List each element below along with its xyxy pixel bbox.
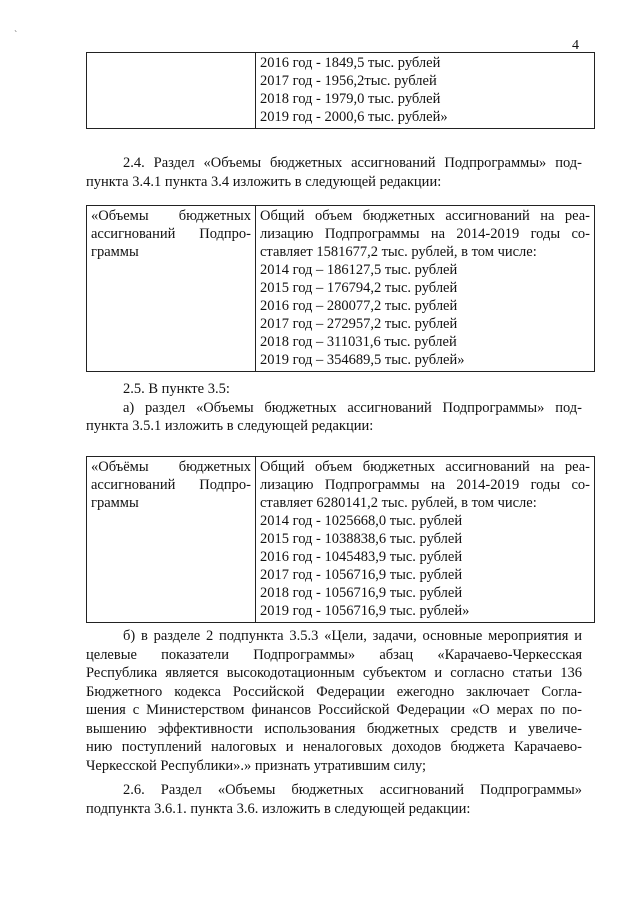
paragraph-line: а) раздел «Объемы бюджетных ассигнований Подпрограммы» под- (123, 399, 582, 416)
paragraph-line: 2.4. Раздел «Объемы бюджетных ассигнований Подпрограммы» под- (123, 155, 582, 171)
cell-line: ассигнований Подпро- (91, 477, 251, 493)
paragraph-b (86, 627, 582, 775)
year-line: 2019 год - 2000,6 тыс. рублей» (260, 109, 448, 125)
year-line: 2018 год – 311031,6 тыс. рублей (260, 334, 457, 350)
cell-line: Общий объем бюджетных ассигнований на реа- (260, 208, 590, 224)
year-line: 2018 год - 1979,0 тыс. рублей (260, 91, 441, 107)
year-line: 2014 год - 1025668,0 тыс. рублей (260, 513, 463, 529)
table-right-cell (256, 206, 595, 372)
paragraph-line: шения с Министерством финансов Российской Федерации «О мерах по по- (86, 702, 582, 718)
table-right-cell (256, 457, 595, 623)
cell-line: ставляет 1581677,2 тыс. рублей, в том числе: (260, 244, 537, 260)
paragraph-line: подпункта 3.6.1. пункта 3.6. изложить в следующей редакции: (86, 800, 471, 817)
page-number: 4 (572, 38, 579, 53)
paragraph-line: Черкесской Республики».» признать утратившим силу; (86, 757, 427, 774)
year-line: 2017 год – 272957,2 тыс. рублей (260, 316, 458, 332)
table-left-cell (87, 457, 256, 623)
year-line: 2019 год - 1056716,9 тыс. рублей» (260, 603, 470, 619)
paragraph-line: Республика является высокодотационным субъектом и согласно статьи 136 (86, 665, 582, 681)
cell-line: ставляет 6280141,2 тыс. рублей, в том числе: (260, 495, 537, 511)
table-left-cell (87, 206, 256, 372)
paragraph-line: б) в разделе 2 подпункта 3.5.3 «Цели, задачи, основные мероприятия и (123, 628, 582, 644)
cell-line: лизацию Подпрограммы на 2014-2019 годы со- (260, 477, 590, 493)
paragraph-line: пункта 3.4.1 пункта 3.4 изложить в следующей редакции: (86, 173, 442, 190)
cell-line: граммы (91, 495, 139, 511)
cell-line: Общий объем бюджетных ассигнований на реа- (260, 459, 590, 475)
year-line: 2016 год - 1045483,9 тыс. рублей (260, 549, 463, 565)
paragraph-line: пункта 3.5.1 изложить в следующей редакции: (86, 418, 374, 434)
paragraph-line: нию поступлений налоговых и неналоговых доходов бюджета Карачаево- (86, 739, 582, 755)
scan-mark: ` (14, 30, 18, 41)
year-line: 2016 год – 280077,2 тыс. рублей (260, 298, 458, 314)
paragraph-heading: 2.5. В пункте 3.5: (123, 381, 230, 397)
year-line: 2014 год – 186127,5 тыс. рублей (260, 262, 458, 278)
year-line: 2017 год - 1056716,9 тыс. рублей (260, 567, 463, 583)
cell-line: граммы (91, 244, 139, 260)
year-line: 2018 год - 1056716,9 тыс. рублей (260, 585, 463, 601)
cell-line: «Объемы бюджетных (91, 208, 251, 224)
cell-line: ассигнований Подпро- (91, 226, 251, 242)
budget-table-2-5 (86, 456, 595, 623)
budget-table-2-4 (86, 205, 595, 372)
year-line: 2015 год - 1038838,6 тыс. рублей (260, 531, 463, 547)
paragraph-2-4 (86, 154, 582, 191)
table-left-cell (87, 53, 256, 129)
paragraph-line: 2.6. Раздел «Объемы бюджетных ассигнований Подпрограммы» (123, 782, 582, 798)
year-line: 2017 год - 1956,2тыс. рублей (260, 73, 437, 89)
table-right-cell (256, 53, 595, 129)
cell-line: лизацию Подпрограммы на 2014-2019 годы со- (260, 226, 590, 242)
paragraph-2-6 (86, 781, 582, 818)
paragraph-line: вышению эффективности использования бюджетных средств и увеличе- (86, 720, 582, 737)
paragraph-line: целевые показатели Подпрограммы» абзац «Карачаево-Черкесская (86, 646, 582, 663)
year-line: 2019 год – 354689,5 тыс. рублей» (260, 352, 465, 368)
budget-table-continued (86, 52, 595, 129)
paragraph-line: Бюджетного кодекса Российской Федерации ежегодно заключает Согла- (86, 683, 582, 700)
cell-line: «Объёмы бюджетных (91, 459, 251, 475)
year-line: 2016 год - 1849,5 тыс. рублей (260, 55, 441, 71)
paragraph-2-5 (86, 380, 582, 436)
year-line: 2015 год – 176794,2 тыс. рублей (260, 280, 458, 296)
